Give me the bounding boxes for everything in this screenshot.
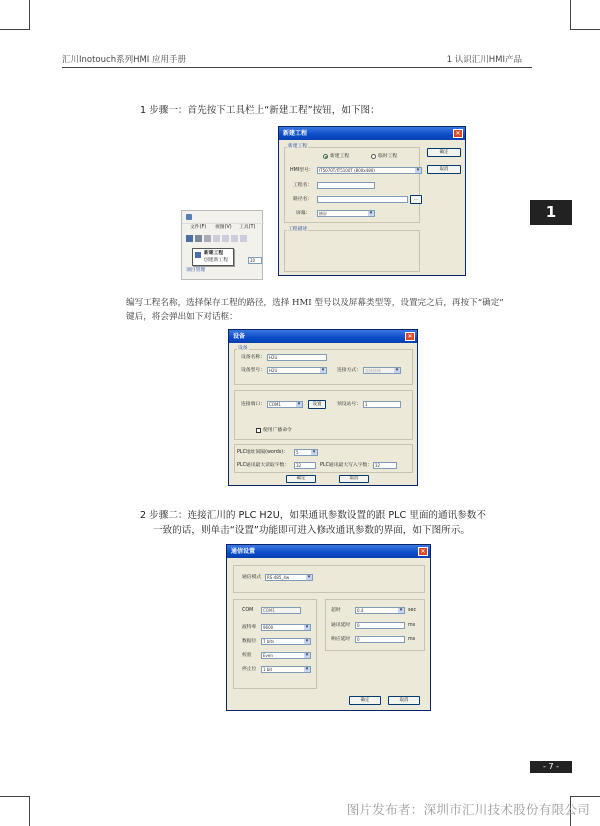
parity-select[interactable]: Even ▾ [261,652,311,659]
crop-mark-top-left [0,0,30,30]
comm-delay-unit: ms [408,623,416,628]
data-bits-select[interactable]: 7 bits ▾ [261,638,311,645]
screen-label: 屏幕： [296,211,311,216]
max-write-input[interactable]: 32 [373,462,397,469]
hmi-model-select[interactable]: IT5070T/IT5100T (800x480) ▾ [317,167,422,174]
tooltip-subtitle: 创建新工程 [204,258,228,263]
crop-mark-bottom-left [0,796,30,826]
hmi-model-label: HMI型号： [290,168,314,173]
paste-icon[interactable] [231,235,238,242]
open-icon[interactable] [195,235,202,242]
header-right: 1 认识汇川HMI产品 [446,55,522,65]
port-title-bar [227,545,430,558]
ok-button[interactable]: 确定 [349,696,381,705]
max-read-label: PLC通讯最大读取字数： [237,463,290,468]
station-input[interactable]: 1 [363,401,401,408]
resp-delay-label: 响应延时 [331,637,351,642]
conn-mode-label: 连接方式： [337,368,361,373]
radio-new-project-label: 新建工程 [330,154,350,159]
parity-label: 校验 [242,653,252,658]
comm-delay-input[interactable]: 0 [355,622,405,629]
resp-delay-input[interactable]: 0 [355,636,405,643]
timeout-select[interactable]: 0.4 ▾ [355,607,405,614]
tooltip [192,248,234,266]
max-write-label: PLC通讯最大写入字数： [320,463,373,468]
ok-button[interactable]: 确定 [286,475,316,483]
menu-file[interactable]: 文件(F) [190,225,207,230]
save-icon[interactable] [204,235,211,242]
project-manager-label: 项目管理 [186,268,206,273]
ok-button[interactable]: 确定 [427,148,461,157]
header-rule [62,67,532,68]
port-label: 连接端口： [241,402,265,407]
browse-button[interactable]: ... [410,195,422,204]
baud-select[interactable]: 9600 ▾ [261,624,311,631]
step2-line2: 一致的话，则单击“设置”功能即可进入修改通讯参数的界面，如下图所示。 [153,525,470,536]
max-read-input[interactable]: 32 [294,462,316,469]
device-group-title: 设备 [238,346,248,351]
new-project-group-title: 新建工程 [288,144,308,149]
cancel-button[interactable]: 取消 [427,165,461,174]
comm-mode-label: 通信模式 [242,575,262,580]
timeout-label: 超时 [331,608,341,613]
paragraph-line2: 键后，将会弹出如下对话框： [126,312,238,322]
toolbar-field[interactable]: 10 [248,257,262,264]
radio-new-project[interactable] [323,154,328,159]
conn-mode-select[interactable]: 直接连接 ▾ [363,367,401,374]
device-title: 设备 [233,333,246,340]
new-project-title-bar [279,127,465,140]
radio-temp-project[interactable] [371,154,376,159]
menu-tools[interactable]: 工具(T) [239,225,256,230]
tooltip-title: 新建工程 [204,251,224,256]
new-project-title: 新建工程 [283,130,308,137]
copy-icon[interactable] [222,235,229,242]
device-title-bar [229,330,417,343]
device-dialog [228,329,418,486]
comm-mode-group [233,565,425,593]
com-label: COM [242,608,254,613]
undo-icon[interactable] [240,235,247,242]
comm-mode-select[interactable]: RS-485_4w ▾ [265,574,313,581]
project-name-label: 工程名： [293,183,313,188]
station-label: 预设站号： [337,402,361,407]
cancel-button[interactable]: 取消 [339,475,369,483]
port-select[interactable]: COM1 ▾ [267,401,303,408]
new-project-tooltip-icon [195,252,201,258]
device-name-input[interactable]: H2U [267,354,327,361]
screen-select[interactable]: 横屏 ▾ [317,210,375,217]
chapter-tab: 1 [530,200,572,225]
radio-temp-project-label: 临时工程 [378,154,398,159]
footer-credit: 图片发布者：深圳市汇川技术股份有限公司 [346,802,590,817]
timeout-unit: sec [408,608,417,613]
toolbar-snippet [181,210,263,280]
description-label: 工程描述 [288,227,308,232]
baud-label: 波特率 [242,625,257,630]
interval-select[interactable]: 5 ▾ [294,449,318,456]
port-title: 通信设置 [231,548,256,555]
step2-line1: 2 步骤二：连接汇川的 PLC H2U，如果通讯参数设置的跟 PLC 里面的通讯参数不 [140,510,486,521]
device-type-select[interactable]: H2U ▾ [267,367,327,374]
path-label: 路径名： [293,197,313,202]
broadcast-label: 使用广播命令 [263,428,292,433]
project-name-input[interactable] [317,182,375,189]
comm-delay-label: 通讯延时 [331,623,351,628]
app-icon [186,214,192,220]
description-group [284,230,420,272]
port-settings-dialog [226,544,431,711]
header-left: 汇川Inotouch系列HMI 应用手册 [62,55,187,65]
cut-icon[interactable] [213,235,220,242]
toolbar-icons [186,235,262,243]
resp-delay-unit: ms [408,637,416,642]
broadcast-checkbox[interactable] [256,428,261,433]
close-icon[interactable]: ✕ [405,332,415,341]
stop-bits-label: 停止位 [242,667,257,672]
interval-label: PLC地址间隔(words)： [237,450,288,455]
new-project-dialog [278,126,466,276]
path-input[interactable] [317,196,408,203]
settings-button[interactable]: 设置 [308,400,326,409]
data-bits-label: 数据位 [242,639,257,644]
step1-text: 1 步骤一：首先按下工具栏上“新建工程”按钮，如下图： [140,105,380,116]
com-input: COM1 [261,607,301,614]
page-number: - 7 - [530,761,572,773]
device-type-label: 设备型号： [241,368,265,373]
stop-bits-select[interactable]: 1 bit ▾ [261,666,311,673]
crop-mark-top-right [570,0,600,30]
close-icon[interactable]: ✕ [453,129,463,138]
new-project-icon[interactable] [186,235,193,242]
cancel-button[interactable]: 取消 [388,696,420,705]
menu-view[interactable]: 视图(V) [215,225,232,230]
device-name-label: 设备名称： [241,355,265,360]
close-icon[interactable]: ✕ [418,547,428,556]
paragraph-line1: 编写工程名称，选择保存工程的路径，选择 HMI 型号以及屏幕类型等，设置完之后，再按下“确定” [126,298,504,308]
